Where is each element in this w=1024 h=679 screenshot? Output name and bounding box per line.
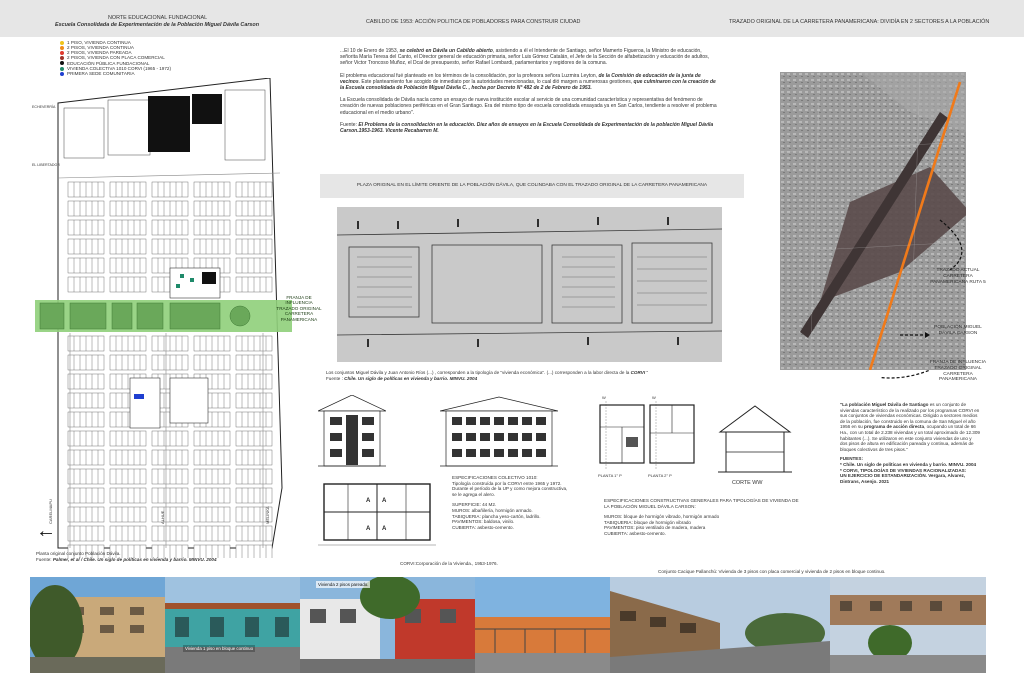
elevation-window [466, 449, 476, 457]
legend-swatch [60, 41, 64, 45]
label-poblacion: POBLACIÓN MIGUEL DÁVILA CARSON [934, 325, 982, 336]
street-label-mid: EL LIBERTADOR [32, 163, 60, 167]
site-plan [30, 78, 322, 558]
elevation-window [452, 417, 462, 425]
legend-swatch [60, 72, 64, 76]
photo-label-pareado: Vivienda 2 pisos pareado. [318, 582, 369, 587]
photo-conjunto-cacique [610, 577, 830, 673]
dwelling-spec-title: ESPECIFICACIONES CONSTRUCTIVAS GENERALES PARA TIPOLOGÍAS DE VIVIENDA DE LA POBLACIÓN MIGUEL DÁVILA CARSON: [604, 498, 799, 509]
davila-paragraph: "La población Miguel Dávila de Santiago es un conjunto de viviendas característico de la realizado por los programas CORVI en sus conjuntos de viviendas económicas. Dirigido a sectores medios de la población, fue construido en la comuna de San Miguel el año 1956 en su programa de acción directa, ocupando un total de 66 Ha., con un total de 2.238 viviendas y un total aproximado de 12.309 habitantes (...). Se utilizaron en este conjunto viviendas de uno y dos pisos de altura en edificación pareada y continua, además de bloques colectivos de tres pisos." [840, 402, 980, 452]
plan-caption-fuente: Fuente: [36, 556, 52, 562]
davila-description [840, 402, 980, 484]
plaza-caption [326, 370, 746, 381]
street-label-right: MELINKA [265, 506, 270, 524]
elevation-window [522, 417, 532, 425]
elevation-window [508, 449, 518, 457]
elevation-window [480, 433, 490, 441]
dwelling-pavimentos: PAVIMENTOS: piso ventilado de madera, madera [604, 525, 706, 531]
legend-item: VIVIENDA COLECTIVA 1010 CORVI (1965 - 1972) [60, 66, 240, 71]
corvi-spec-title: ESPECIFICACIONES COLECTIVO 1010: [452, 475, 538, 480]
svg-text:A: A [366, 498, 371, 504]
dwelling-cubierta: CUBIERTA: asbesto-cemento. [604, 530, 666, 536]
corvi-elevation-side [318, 395, 386, 470]
corvi-footer: CORVI:Corporación de la Vivienda., 1953-1976. [400, 561, 498, 566]
site-plan-drawing [30, 78, 292, 558]
cabildo-paragraph-2: El problema educacional fué planteado en los términos de la consolidación, por la profesora señora Luzmira Leyton, de la Comisión de educación de la junta de vecinos. Este planteamiento fue acogido de inmediato por la autoridades mencionadas, lo cual dió margen a numerosas gestiones, que culminaron con la creación de la Escuela consolidada de Población Miguel Dávila C. , hecha por Decreto N° 482 de 2 de Febrero de 1953. [340, 72, 716, 92]
plan-caption-source-line [36, 557, 306, 563]
label-trazado-actual: TRAZADO ACTUAL CARRETERA PANAMERICANA RUTA 5 [930, 268, 986, 285]
elevation-window [522, 433, 532, 441]
photo-vivienda-continua [165, 577, 300, 673]
elevation-window [536, 449, 546, 457]
cabildo-title: CABILDO DE 1953: ACCIÓN POLITICA DE POBLADORES PARA CONSTRUIR CIUDAD [366, 19, 581, 25]
planta-1-label: PLANTA 1° P [598, 473, 622, 478]
photo-strip-caption: Conjunto Cacique Pallanchú: Vivienda de 3 pisos con placa comercial y vivienda de 2 pisos en bloque continuo. [658, 569, 886, 574]
legend-swatch [60, 67, 64, 71]
street-label-center: ALHUE [160, 510, 165, 524]
plan-legend [60, 40, 240, 76]
cabildo-text [340, 48, 720, 134]
corvi-specs [452, 475, 572, 530]
plan-caption [36, 551, 306, 562]
legend-item: 2 PISOS, VIVIENDA CONTINUA [60, 45, 240, 50]
school-title-line2: Escuela Consolidada de Experimentación de la Población Miguel Dávila Carson [55, 22, 260, 28]
corvi-spec-body: Tipología construída por la CORVI entre 1965 y 1972. Durante el período de la UP y como mejora constructiva, se le agrega el alero. [452, 480, 568, 497]
school-title-line1: NORTE EDUCACIONAL FUNDACIONAL [108, 15, 208, 21]
page-header [0, 0, 1024, 37]
planta-2-label: PLANTA 2° P [648, 473, 672, 478]
legend-swatch [60, 61, 64, 65]
elevation-window [522, 449, 532, 457]
dwelling-floor-plans [596, 397, 700, 485]
dwelling-tabiqueria: TABIQUERIA: bloque de hormigón vibrado [604, 519, 691, 525]
elevation-window [480, 449, 490, 457]
legend-swatch [60, 56, 64, 60]
dwelling-specs [604, 498, 804, 537]
label-franja: FRANJA DE INFLUENCIA TRAZADO ORIGINAL CARRETERA PANAMERICANA [929, 360, 987, 383]
back-arrow-icon[interactable]: ← [36, 520, 56, 542]
plaza-caption-line1: Los conjuntos Miguel Dávila y Juan Antonio Ríos (...) , corresponden a la tipología de "vivienda económica". (...) corresponden a la labor directa de la CORVI " [326, 370, 649, 375]
legend-item: 2 PISOS, VIVIENDA CON PLACA COMERCIAL [60, 56, 240, 61]
photo-label-continua: Vivienda 1 piso en bloque continuo [185, 646, 254, 651]
elevation-window [494, 449, 504, 457]
corvi-cubierta: CUBIERTA: asbesto-cemento. [452, 524, 514, 530]
photo-calle [830, 577, 986, 673]
plan-caption-line1: Planta original conjunto Población Dávila. [36, 551, 121, 556]
fuente-3: UN EJERCICIO DE ESTANDARIZACIÓN. Vergara, Alvarez, Dintrans, Asenjo. 2021 [840, 473, 966, 484]
fuente-2: * CORVI, TIPOLOGÍAS DE VIVIENDAS RACIONALIZADAS: [840, 467, 967, 473]
photo-block-3-pisos [30, 577, 165, 673]
plaza-banner: PLAZA ORIGINAL EN EL LÍMITE ORIENTE DE LA POBLACIÓN DÁVILA, QUE COLINDABA CON EL TRAZADO ORIGINAL DE LA CARRETERA PANAMERICANA [320, 174, 744, 198]
cabildo-fuente: Fuente: El Problema de la consolidación en la educación. Diez años de ensayos en la Escuela Consolidada de Experimentación de la población Miguel Dávila Carson.1953-1963. Vicente Recabarren M. [340, 121, 714, 135]
legend-item: PRIMERA SEDE COMUNITARIA [60, 71, 240, 76]
svg-text:A: A [382, 526, 387, 532]
corte-label: CORTE WW [732, 480, 763, 486]
elevation-window [494, 417, 504, 425]
plaza-blueprint-image [337, 207, 722, 362]
corvi-floor-plan [318, 478, 436, 548]
legend-item: 2 PISOS, VIVIENDA PAREADA [60, 50, 240, 55]
fuentes-title: FUENTES: [840, 456, 863, 462]
legend-item: EDUCACIÓN PÚBLICA FUNDACIONAL [60, 61, 240, 66]
elevation-window [466, 433, 476, 441]
cabildo-paragraph-1: ...El 10 de Enero de 1953, se celebró en Dávila un Cabildo abierto, asistiendo a él el Intendente de Santiago, señor Mamerto Figueroa, la Ministro de educación, señorita María Teresa del Canto, el Director general de educación primaria, señor Luis Gómez Catalán, el Jefe de la Sección de alfabetización y educación de adultos, señor Victor Troncoso Muñoz, el Dcal de presupuesto, señor Rafael Lombardi, parlamentarios y regidores de la comuna. [340, 48, 710, 67]
svg-text:A: A [382, 498, 387, 504]
corvi-superficie: SUPERFICIE: 44 M2. [452, 502, 497, 508]
elevation-window [536, 417, 546, 425]
photo-vivienda-pareada [300, 577, 475, 673]
dwelling-section-cut [718, 400, 792, 488]
legend-swatch [60, 51, 64, 55]
corvi-tabiqueria: TABIQUERIA: plancha yeso-cartón, ladrillo. [452, 513, 541, 519]
elevation-window [494, 433, 504, 441]
section-mark-w1: W [602, 395, 606, 400]
plaza-caption-source: Fuente : Chile. Un siglo de políticas en vivienda y barrio. MINVU. 2004 [326, 375, 478, 381]
section-mark-w2: W [652, 395, 656, 400]
legend-swatch [60, 46, 64, 50]
photo-escuela [475, 577, 610, 673]
elevation-window [508, 433, 518, 441]
elevation-window [536, 433, 546, 441]
corvi-pavimentos: PAVIMENTOS: baldosa, vinilo. [452, 519, 515, 525]
elevation-window [480, 417, 490, 425]
cabildo-paragraph-3: La Escuela consolidada de Dávila nacía como un ensayo de nueva institución escolar al servicio de una comunidad característica y representativa del fenómeno de creación de nuevas poblaciones periféricas en el Gran Santiago. Era del mismo tipo de escuela consolidada ensayada ya en San Carlos, tendiente a resolver el problema educacional en el medio urbano". [340, 97, 717, 116]
elevation-window [452, 449, 462, 457]
street-label-left: CARELMAPU [48, 499, 53, 524]
elevation-window [452, 433, 462, 441]
dwelling-muros: MUROS: bloque de hormigón vibrado, hormigón armado [604, 514, 720, 520]
corvi-elevation-front [440, 395, 558, 470]
plan-caption-source: Palmer, et al / Chile. Un siglo de políticas en vivienda y barrio. MINVU. 2004 [52, 556, 217, 562]
fuente-1: * Chile. Un siglo de políticas en vivienda y barrio. MINVU. 2004 [840, 461, 977, 467]
svg-text:A: A [366, 526, 371, 532]
green-band-label: FRANJA DE INFLUENCIA TRAZADO ORIGINAL CARRETERA PANAMERICANA [276, 295, 322, 322]
carretera-title: TRAZADO ORIGINAL DE LA CARRETERA PANAMERICANA: DIVIDÍA EN 2 SECTORES A LA POBLACIÓN [729, 19, 990, 25]
legend-item: 1 PISO, VIVIENDA CONTINUA [60, 40, 240, 45]
street-label-top: ECHEVERRÍA [32, 105, 56, 109]
elevation-window [508, 417, 518, 425]
corvi-muros: MUROS: albañilería, hormigón armado. [452, 507, 533, 513]
elevation-window [466, 417, 476, 425]
